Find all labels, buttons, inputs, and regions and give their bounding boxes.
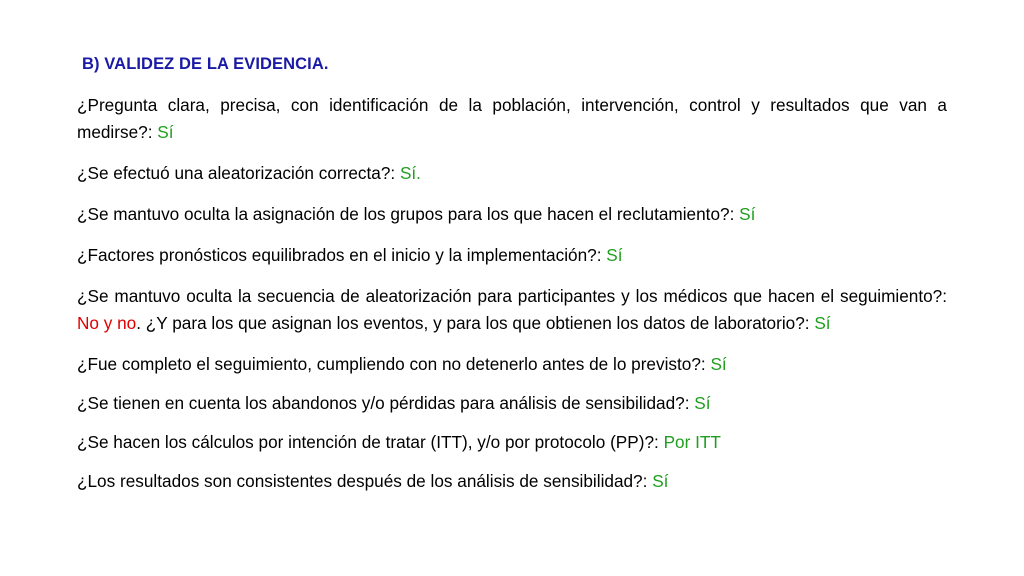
section-title: B) VALIDEZ DE LA EVIDENCIA. (82, 55, 329, 73)
question-text: ¿Se mantuvo oculta la asignación de los grupos para los que hacen el reclutamiento?: (77, 204, 735, 224)
question-7 (77, 390, 947, 417)
question-1 (77, 92, 947, 146)
question-2 (77, 160, 947, 187)
answer-text: Sí (157, 122, 174, 142)
answer-text: Sí (694, 393, 711, 413)
question-text: ¿Se mantuvo oculta la secuencia de aleatorización para participantes y los médicos que hacen el seguimiento?: (77, 286, 947, 306)
answer-text: Sí (652, 471, 669, 491)
answer-text-negative: No y no (77, 313, 137, 333)
question-text: ¿Los resultados son consistentes después de los análisis de sensibilidad?: (77, 471, 648, 491)
question-6 (77, 351, 947, 378)
question-text: ¿Pregunta clara, precisa, con identificación de la población, intervención, control y resultados que van a medirse?: (77, 95, 947, 142)
answer-text: Sí. (399, 163, 421, 183)
answer-text: Sí (606, 245, 623, 265)
question-5: ¿Se mantuvo oculta la secuencia de aleatorización para participantes y los médicos que hacen el seguimiento?: No y no. ¿Y para los que asignan los eventos, y para los que obtienen los datos de laboratorio?: Sí (77, 286, 947, 333)
question-8 (77, 429, 947, 456)
answer-text: Sí (710, 354, 727, 374)
question-text: ¿Se tienen en cuenta los abandonos y/o pérdidas para análisis de sensibilidad?: (77, 393, 690, 413)
question-text: ¿Se efectuó una aleatorización correcta?: (77, 163, 396, 183)
question-4 (77, 242, 947, 269)
question-text: ¿Se hacen los cálculos por intención de tratar (ITT), y/o por protocolo (PP)?: (77, 432, 659, 452)
question-list (77, 92, 947, 507)
question-text-followup: ¿Y para los que asignan los eventos, y para los que obtienen los datos de laboratorio?: (145, 313, 810, 333)
answer-text: Sí (739, 204, 756, 224)
question-9 (77, 468, 947, 495)
answer-text: Sí (814, 313, 831, 333)
question-3 (77, 201, 947, 228)
question-text: ¿Fue completo el seguimiento, cumpliendo con no detenerlo antes de lo previsto?: (77, 354, 706, 374)
answer-text: Por ITT (663, 432, 721, 452)
question-text: ¿Factores pronósticos equilibrados en el inicio y la implementación?: (77, 245, 602, 265)
